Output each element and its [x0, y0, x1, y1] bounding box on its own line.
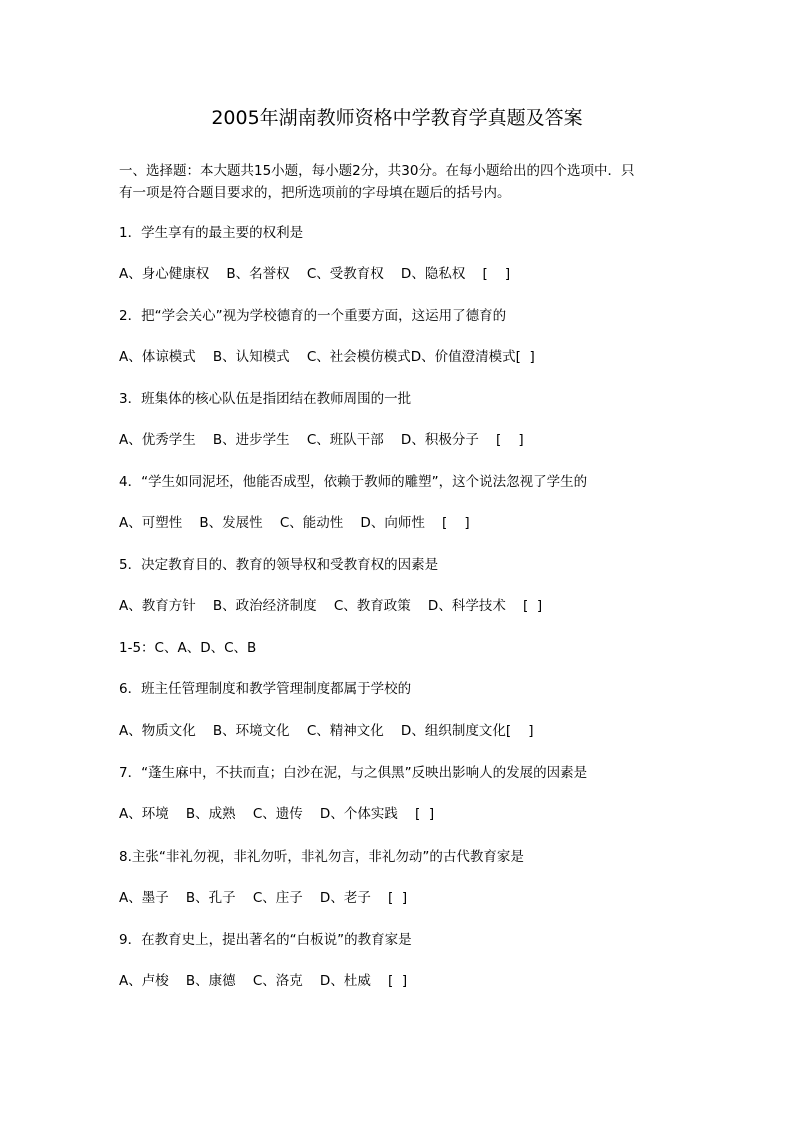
question-4-options: A、可塑性 B、发展性 C、能动性 D、向师性 [ ] [119, 515, 470, 531]
document-title: 2005年湖南教师资格中学教育学真题及答案 [211, 107, 583, 129]
section-instructions [119, 160, 679, 204]
question-2-options: A、体谅模式 B、认知模式 C、社会模仿模式D、价值澄清模式[ ] [119, 349, 535, 365]
question-1-stem: 1．学生享有的最主要的权利是 [119, 225, 304, 241]
question-5-options: A、教育方针 B、政治经济制度 C、教育政策 D、科学技术 [ ] [119, 598, 543, 614]
question-6-options: A、物质文化 B、环境文化 C、精神文化 D、组织制度文化[ ] [119, 723, 534, 739]
question-9-options: A、卢梭 B、康德 C、洛克 D、杜威 [ ] [119, 973, 408, 989]
question-3-stem: 3．班集体的核心队伍是指团结在教师周围的一批 [119, 391, 412, 407]
question-9-stem: 9．在教育史上，提出著名的“白板说”的教育家是 [119, 932, 412, 948]
instructions-line-2: 有一项是符合题目要求的，把所选项前的字母填在题后的括号内。 [119, 185, 511, 201]
answer-key-1-5: 1-5：C、A、D、C、B [119, 640, 257, 656]
question-8-stem: 8.主张“非礼勿视，非礼勿听，非礼勿言，非礼勿动”的古代教育家是 [119, 849, 524, 865]
question-1-options: A、身心健康权 B、名誉权 C、受教育权 D、隐私权 [ ] [119, 266, 511, 282]
question-4-stem: 4．“学生如同泥坯，他能否成型，依赖于教师的雕塑”，这个说法忽视了学生的 [119, 474, 588, 490]
question-7-options: A、环境 B、成熟 C、遗传 D、个体实践 [ ] [119, 806, 435, 822]
question-6-stem: 6．班主任管理制度和教学管理制度都属于学校的 [119, 681, 412, 697]
question-2-stem: 2．把“学会关心”视为学校德育的一个重要方面，这运用了德育的 [119, 308, 507, 324]
question-5-stem: 5．决定教育目的、教育的领导权和受教育权的因素是 [119, 557, 439, 573]
question-3-options: A、优秀学生 B、进步学生 C、班队干部 D、积极分子 [ ] [119, 432, 524, 448]
question-7-stem: 7．“蓬生麻中，不扶而直；白沙在泥，与之俱黑”反映出影响人的发展的因素是 [119, 765, 588, 781]
question-8-options: A、墨子 B、孔子 C、庄子 D、老子 [ ] [119, 890, 408, 906]
instructions-line-1: 一、选择题：本大题共15小题，每小题2分，共30分。在每小题给出的四个选项中．只 [119, 163, 635, 179]
